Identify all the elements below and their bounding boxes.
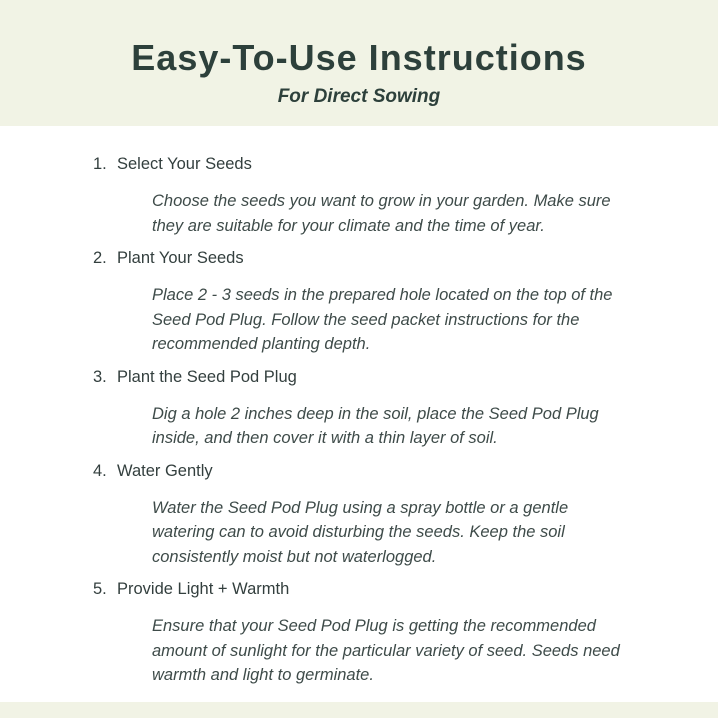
step-title: Plant the Seed Pod Plug [117,367,297,386]
step-number: 5. [93,580,107,598]
step-item-2 [93,248,658,357]
step-description: Ensure that your Seed Pod Plug is getting the recommended amount of sunlight for the particular variety of seed. Seeds need warmth and light to germinate. [152,617,620,684]
step-number: 1. [93,155,107,173]
step-item-3 [93,367,658,451]
step-title: Plant Your Seeds [117,249,244,267]
header-band [0,0,718,126]
footer-band [0,702,718,718]
step-item-4 [93,461,658,570]
step-heading [93,367,658,387]
page-title: Easy-To-Use Instructions [131,37,587,78]
step-item-1 [93,154,658,238]
step-title: Water Gently [117,461,213,480]
step-number: 2. [93,249,107,267]
step-item-5 [93,579,658,688]
steps-list [0,126,718,688]
step-title: Select Your Seeds [117,155,252,173]
step-heading [93,154,658,174]
step-description: Choose the seeds you want to grow in your garden. Make sure they are suitable for your climate and the time of year. [152,192,611,235]
step-number: 3. [93,367,107,386]
step-description: Water the Seed Pod Plug using a spray bottle or a gentle watering can to avoid disturbing the seeds. Keep the soil consistently moist but not waterlogged. [152,498,569,566]
step-heading [93,579,658,599]
step-title: Provide Light + Warmth [117,580,290,598]
step-heading [93,248,658,268]
page-subtitle: For Direct Sowing [277,85,441,107]
step-number: 4. [93,461,107,480]
step-heading [93,461,658,481]
step-description: Dig a hole 2 inches deep in the soil, place the Seed Pod Plug inside, and then cover it with a thin layer of soil. [152,404,599,447]
step-description: Place 2 - 3 seeds in the prepared hole located on the top of the Seed Pod Plug. Follow the seed packet instructions for the recommended planting depth. [152,286,613,353]
